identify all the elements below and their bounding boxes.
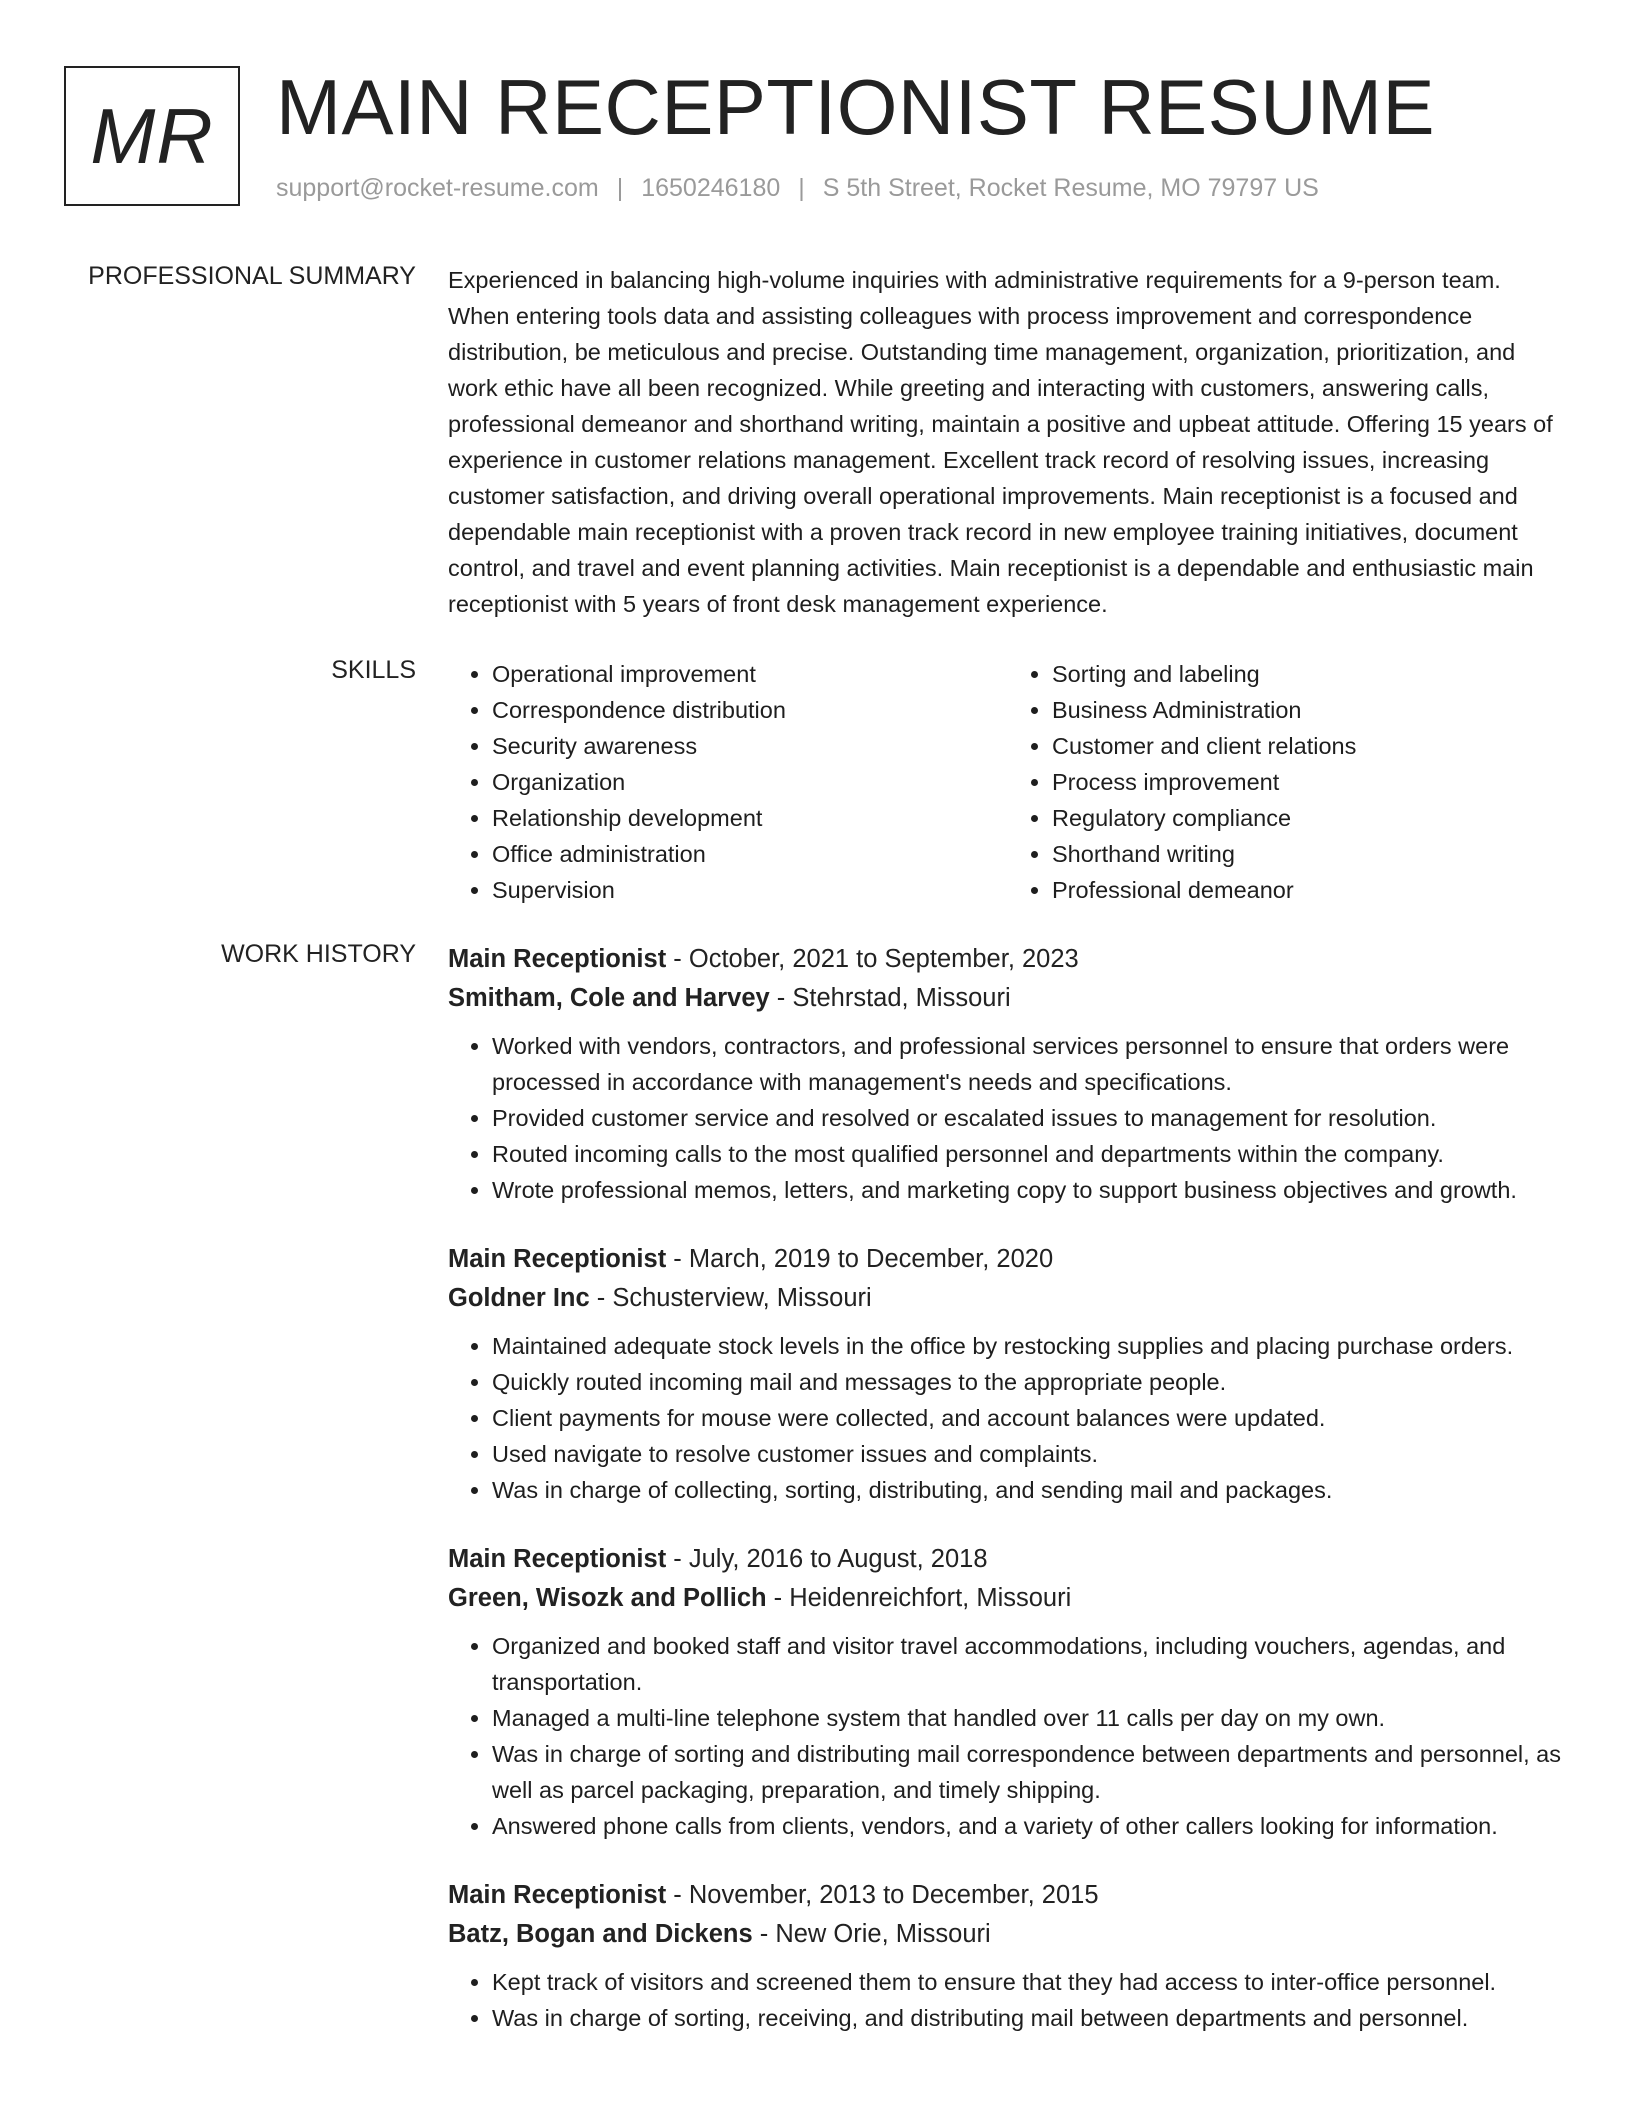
job-company-line (448, 1279, 1568, 1318)
skills-list-left (448, 656, 1008, 908)
job-bullet: • Organized and booked staff and visitor travel accommodations, including vouchers, agendas, and transportation. (492, 1628, 1568, 1700)
contact-phone[interactable]: 1650246180 (641, 174, 781, 202)
skill-item: • Business Administration (1052, 692, 1568, 728)
monogram-initials: MR (90, 91, 214, 180)
job-entry (448, 1540, 1568, 1844)
skill-item: • Operational improvement (492, 656, 1008, 692)
job-bullet: • Was in charge of sorting and distributing mail correspondence between departments and personnel, as well as parcel packaging, preparation, and timely shipping. (492, 1736, 1568, 1808)
skill-item: • Office administration (492, 836, 1008, 872)
job-bullet: • Used navigate to resolve customer issues and complaints. (492, 1436, 1568, 1472)
job-bullets (448, 1964, 1568, 2036)
skill-item: • Shorthand writing (1052, 836, 1568, 872)
skill-item: • Sorting and labeling (1052, 656, 1568, 692)
skill-item: • Correspondence distribution (492, 692, 1008, 728)
job-company: Goldner Inc (448, 1284, 590, 1312)
job-bullet: • Worked with vendors, contractors, and professional services personnel to ensure that orders were processed in accordance with management's needs and specifications. (492, 1028, 1568, 1100)
job-bullet: • Routed incoming calls to the most qualified personnel and departments within the company. (492, 1136, 1568, 1172)
job-location: - New Orie, Missouri (752, 1920, 991, 1948)
job-bullet: • Managed a multi-line telephone system that handled over 11 calls per day on my own. (492, 1700, 1568, 1736)
job-bullet: • Was in charge of collecting, sorting, distributing, and sending mail and packages. (492, 1472, 1568, 1508)
job-company-line (448, 979, 1568, 1018)
job-entry (448, 1240, 1568, 1508)
skill-item: • Supervision (492, 872, 1008, 908)
job-title-line (448, 940, 1568, 979)
job-location: - Stehrstad, Missouri (769, 984, 1011, 1012)
job-bullet: • Maintained adequate stock levels in the office by restocking supplies and placing purchase orders. (492, 1328, 1568, 1364)
contact-email[interactable]: support@rocket-resume.com (276, 174, 599, 202)
job-dates: - March, 2019 to December, 2020 (666, 1245, 1054, 1273)
job-company: Green, Wisozk and Pollich (448, 1584, 767, 1612)
job-location: - Heidenreichfort, Missouri (766, 1584, 1072, 1612)
job-entry (448, 1876, 1568, 2036)
work-history-body (448, 940, 1568, 2068)
job-title: Main Receptionist (448, 1881, 667, 1909)
job-bullets (448, 1328, 1568, 1508)
job-bullet: • Client payments for mouse were collected, and account balances were updated. (492, 1400, 1568, 1436)
job-bullets (448, 1628, 1568, 1844)
work-history-heading: WORK HISTORY (221, 940, 416, 968)
job-bullet: • Wrote professional memos, letters, and marketing copy to support business objectives and growth. (492, 1172, 1568, 1208)
job-bullet: • Provided customer service and resolved or escalated issues to management for resolution. (492, 1100, 1568, 1136)
skill-item: • Professional demeanor (1052, 872, 1568, 908)
contact-line (276, 174, 1319, 203)
job-title: Main Receptionist (448, 1245, 667, 1273)
job-bullets (448, 1028, 1568, 1208)
skills-body (448, 656, 1568, 908)
job-dates: - October, 2021 to September, 2023 (666, 945, 1079, 973)
job-bullet: • Was in charge of sorting, receiving, and distributing mail between departments and personnel. (492, 2000, 1568, 2036)
skill-item: • Security awareness (492, 728, 1008, 764)
skills-list-right (1008, 656, 1568, 908)
job-company-line (448, 1579, 1568, 1618)
job-bullet: • Quickly routed incoming mail and messages to the appropriate people. (492, 1364, 1568, 1400)
job-dates: - July, 2016 to August, 2018 (666, 1545, 988, 1573)
job-bullet: • Answered phone calls from clients, vendors, and a variety of other callers looking for information. (492, 1808, 1568, 1844)
job-company: Batz, Bogan and Dickens (448, 1920, 753, 1948)
job-title: Main Receptionist (448, 1545, 667, 1573)
summary-heading: PROFESSIONAL SUMMARY (88, 262, 416, 290)
skill-item: • Process improvement (1052, 764, 1568, 800)
job-bullet: • Kept track of visitors and screened them to ensure that they had access to inter-office personnel. (492, 1964, 1568, 2000)
resume-title: MAIN RECEPTIONIST RESUME (276, 63, 1436, 151)
skill-item: • Organization (492, 764, 1008, 800)
summary-body (448, 262, 1568, 622)
skill-item: • Relationship development (492, 800, 1008, 836)
job-dates: - November, 2013 to December, 2015 (666, 1881, 1099, 1909)
job-title-line (448, 1540, 1568, 1579)
skill-item: • Customer and client relations (1052, 728, 1568, 764)
skills-heading: SKILLS (331, 656, 416, 684)
job-title-line (448, 1240, 1568, 1279)
summary-text: Experienced in balancing high-volume inquiries with administrative requirements for a 9-person team. When entering tools data and assisting colleagues with process improvement and correspondence distribution, be meticulous and precise. Outstanding time management, organization, prioritization, and work ethic have all been recognized. While greeting and interacting with customers, answering calls, professional demeanor and shorthand writing, maintain a positive and upbeat attitude. Offering 15 years of experience in customer relations management. Excellent track record of resolving issues, increasing customer satisfaction, and driving overall operational improvements. Main receptionist is a focused and dependable main receptionist with a proven track record in new employee training initiatives, document control, and travel and event planning activities. Main receptionist is a dependable and enthusiastic main receptionist with 5 years of front desk management experience. (448, 267, 1553, 617)
resume-header (64, 63, 1564, 212)
job-title: Main Receptionist (448, 945, 667, 973)
contact-separator: | (616, 174, 624, 202)
job-title-line (448, 1876, 1568, 1915)
job-company-line (448, 1915, 1568, 1954)
monogram-box (64, 66, 240, 206)
contact-separator: | (798, 174, 805, 202)
job-entry (448, 940, 1568, 1208)
contact-address: S 5th Street, Rocket Resume, MO 79797 US (822, 174, 1319, 202)
job-company: Smitham, Cole and Harvey (448, 984, 770, 1012)
job-location: - Schusterview, Missouri (589, 1284, 872, 1312)
skill-item: • Regulatory compliance (1052, 800, 1568, 836)
